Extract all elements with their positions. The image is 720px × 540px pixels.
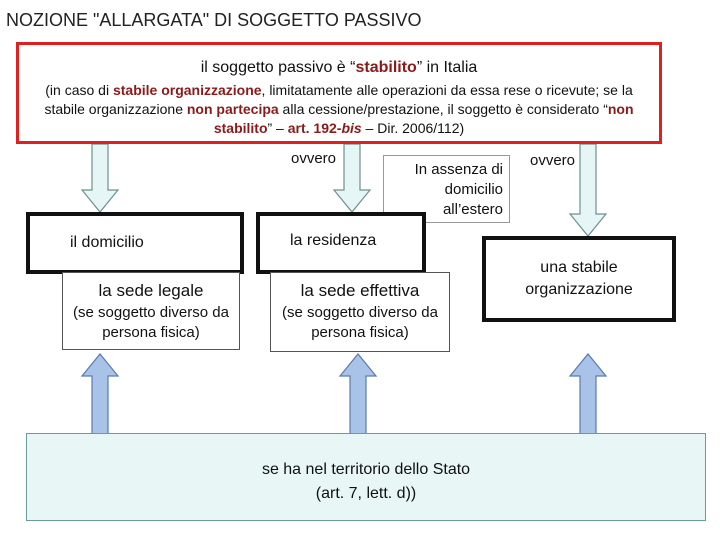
bottom-condition-box <box>26 433 706 521</box>
expl-emphasis: art. 192- <box>287 120 342 136</box>
down-arrow-residenza <box>334 144 370 212</box>
expl-emphasis: non stabilito <box>213 101 634 136</box>
expl-emphasis: non partecipa <box>186 101 279 117</box>
residenza-label: la residenza <box>290 232 377 249</box>
main-explanation <box>19 81 659 138</box>
up-arrow-right <box>570 354 606 434</box>
sede-effettiva-box <box>270 272 450 352</box>
main-heading <box>19 59 659 77</box>
expl-text: – Dir. 2006/112) <box>361 120 465 136</box>
sede-effettiva-note: (se soggetto diverso da persona fisica) <box>282 304 438 341</box>
expl-emphasis: stabile organizzazione <box>112 82 262 98</box>
absence-note: In assenza di domicilio all’estero <box>414 161 503 218</box>
ovvero-label-2: ovvero <box>530 152 576 169</box>
heading-emphasis: stabilito <box>355 59 417 76</box>
ovvero-label-1: ovvero <box>291 150 337 167</box>
residenza-box <box>256 212 426 274</box>
sede-effettiva-label: la sede effettiva <box>300 281 420 300</box>
domicilio-box <box>26 212 244 274</box>
heading-text-end: ” in Italia <box>416 59 478 76</box>
bottom-line-1: se ha nel territorio dello Stato <box>261 461 471 478</box>
expl-text: , limitatamente alle operazioni da essa rese o ricevute; se la stabile organizzazione <box>44 82 633 117</box>
page-title: NOZIONE "ALLARGATA" DI SOGGETTO PASSIVO <box>6 10 422 30</box>
sede-legale-note: (se soggetto diverso da persona fisica) <box>73 304 229 341</box>
domicilio-label: il domicilio <box>70 234 144 251</box>
expl-text: ” – <box>267 120 288 136</box>
bottom-line-2: (art. 7, lett. d)) <box>315 485 417 502</box>
up-arrow-left <box>82 354 118 434</box>
up-arrow-center <box>340 354 376 434</box>
main-definition-box <box>16 42 662 144</box>
heading-text: il soggetto passivo è “ <box>200 59 356 76</box>
stabile-org-label: una stabile organizzazione <box>525 259 633 298</box>
expl-emphasis-italic: bis <box>341 120 362 136</box>
expl-text: alla cessione/prestazione, il soggetto è considerato “ <box>278 101 608 117</box>
sede-legale-box <box>62 272 240 350</box>
down-arrow-stabile-org <box>570 144 606 236</box>
down-arrow-domicilio <box>82 144 118 212</box>
stabile-org-box <box>482 236 676 322</box>
sede-legale-label: la sede legale <box>98 281 204 300</box>
bottom-condition-text <box>27 458 705 506</box>
expl-text: (in caso di <box>45 82 113 98</box>
